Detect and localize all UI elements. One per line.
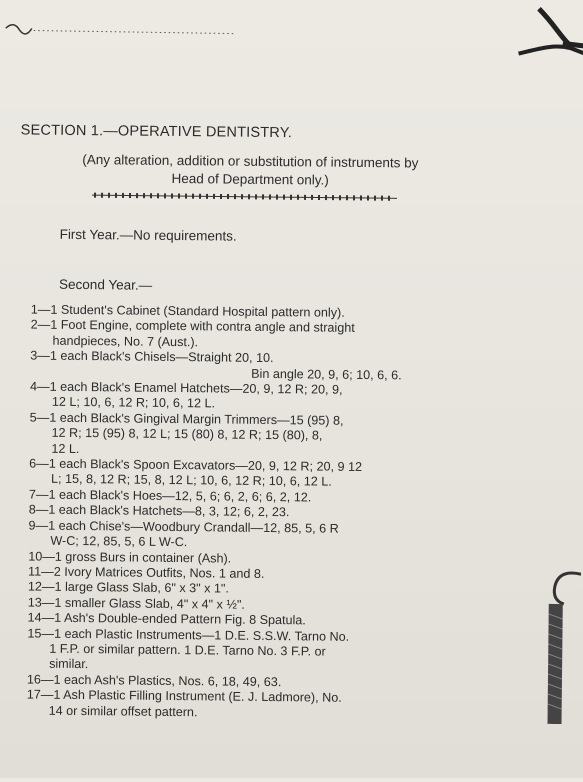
second-year-label: Second Year.— — [59, 276, 153, 293]
instrument-illustration — [518, 564, 582, 725]
item-continuation: Bin angle 20, 9, 6; 10, 6, 6. — [251, 366, 402, 382]
item-text: 7—1 each Black's Hoes—12, 5, 6; 6, 2, 6; 6, 2, 12. — [28, 487, 312, 505]
list-item — [30, 380, 500, 416]
item-text: 15—1 each Plastic Instruments—1 D.E. S.S.W. Tarno No. — [27, 626, 350, 644]
note-line-1: (Any alteration, addition or substitution of instruments by — [82, 152, 419, 171]
item-text: 8—1 each Black's Hatchets—8, 3, 12; 6, 2, 23. — [28, 502, 290, 520]
list-item — [28, 518, 498, 554]
item-text: 17—1 Ash Plastic Filling Instrument (E. J. Ladmore), No. — [26, 687, 342, 705]
pliers-illustration — [508, 3, 583, 64]
first-year-label: First Year.—No requirements. — [59, 226, 237, 244]
torn-header-scribble — [3, 0, 583, 64]
item-continuation: W-C; 12, 85, 5, 6 L W-C. — [50, 533, 188, 550]
item-text: 12—1 large Glass Slab, 6" x 3" x 1". — [27, 579, 229, 596]
item-text: 4—1 each Black's Enamel Hatchets—20, 9, 12 R; 20, 9, — [29, 379, 343, 397]
item-continuation: L; 15, 8, 12 R; 15, 8, 12 L; 10, 6, 12 R; 10, 6, 12 L. — [50, 472, 332, 490]
item-continuation: 1 F.P. or similar pattern. 1 D.E. Tarno No. 3 F.P. or — [49, 641, 326, 659]
item-continuation: 12 L. — [51, 441, 80, 456]
note-line-2: Head of Department only.) — [171, 170, 329, 188]
item-text: 16—1 each Ash's Plastics, Nos. 6, 18, 49, 63. — [26, 672, 282, 689]
item-text: 3—1 each Black's Chisels—Straight 20, 10. — [30, 348, 274, 366]
item-continuation: similar. — [49, 657, 89, 672]
item-text: 2—1 Foot Engine, complete with contra angle and straight — [30, 317, 355, 336]
list-item — [30, 349, 500, 385]
section-heading: SECTION 1.—OPERATIVE DENTISTRY. — [20, 122, 293, 142]
item-text: 10—1 gross Burs in container (Ash). — [28, 548, 232, 566]
list-item — [27, 626, 497, 677]
list-item — [29, 457, 499, 493]
decorative-rule — [92, 191, 397, 202]
item-text: 5—1 each Black's Gingival Margin Trimmers—15 (95) 8, — [29, 410, 344, 428]
item-continuation: 14 or similar offset pattern. — [48, 703, 198, 719]
item-text: 1—1 Student's Cabinet (Standard Hospital pattern only). — [30, 302, 345, 320]
instrument-list — [27, 302, 501, 723]
item-continuation: 12 L; 10, 6, 12 R; 10, 6, 12 L. — [51, 395, 216, 411]
item-text: 9—1 each Chise's—Woodbury Crandall—12, 85, 5, 6 R — [28, 518, 339, 536]
list-item — [27, 688, 497, 724]
item-continuation: 12 R; 15 (95) 8, 12 L; 15 (80) 8, 12 R; 15 (80), 8, — [51, 425, 323, 443]
item-text: 13—1 smaller Glass Slab, 4" x 4" x ½". — [27, 595, 245, 612]
list-item — [29, 410, 499, 461]
instruction-note — [20, 150, 480, 191]
item-text: 11—2 Ivory Matrices Outfits, Nos. 1 and 8. — [28, 564, 265, 581]
item-continuation: handpieces, No. 7 (Aust.). — [52, 333, 199, 350]
item-text: 6—1 each Black's Spoon Excavators—20, 9, 12 R; 20, 9 12 — [29, 456, 363, 475]
item-text: 14—1 Ash's Double-ended Pattern Fig. 8 Spatula. — [27, 610, 306, 628]
list-item — [30, 318, 500, 354]
